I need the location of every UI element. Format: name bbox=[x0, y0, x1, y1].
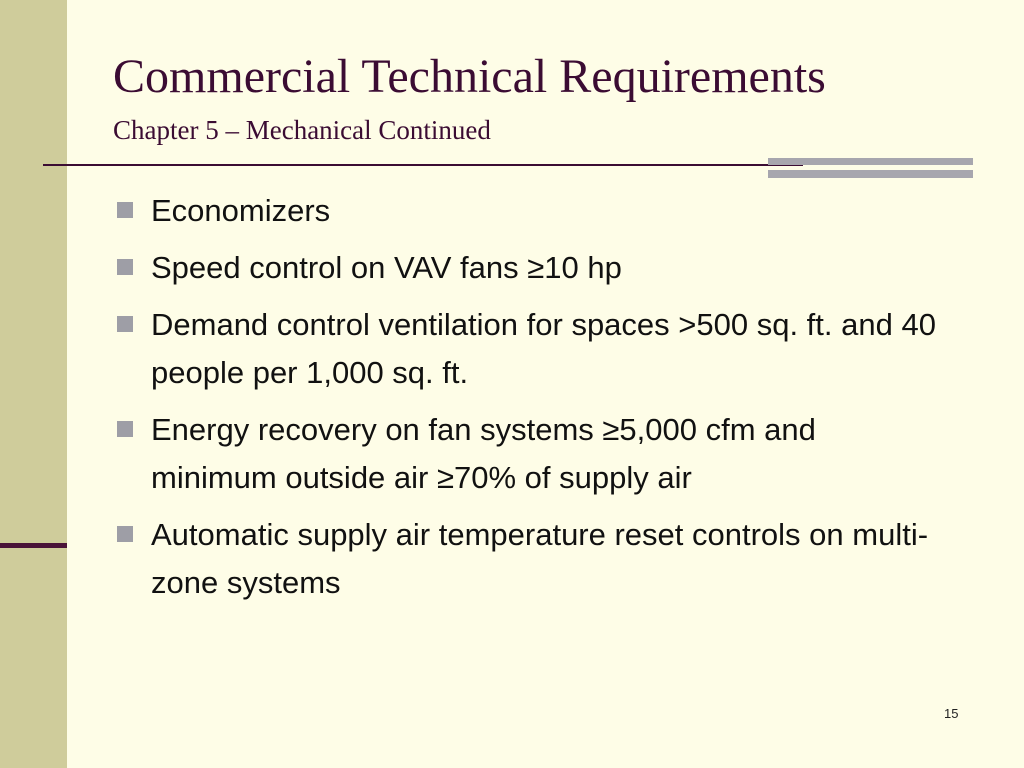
square-bullet-icon bbox=[117, 259, 133, 275]
bullet-text: Energy recovery on fan systems ≥5,000 cfm and minimum outside air ≥70% of supply air bbox=[151, 412, 816, 495]
bullet-text: Economizers bbox=[151, 193, 331, 228]
square-bullet-icon bbox=[117, 421, 133, 437]
left-accent-bar bbox=[0, 543, 67, 548]
bullet-item bbox=[115, 187, 945, 235]
bullet-item bbox=[115, 301, 945, 397]
left-decorative-band bbox=[0, 0, 67, 768]
slide-title: Commercial Technical Requirements bbox=[113, 50, 826, 103]
bullet-item bbox=[115, 511, 945, 607]
divider-accent-bar-top bbox=[768, 158, 973, 165]
slide-number: 15 bbox=[944, 706, 959, 721]
square-bullet-icon bbox=[117, 526, 133, 542]
square-bullet-icon bbox=[117, 316, 133, 332]
slide-subtitle: Chapter 5 – Mechanical Continued bbox=[113, 115, 491, 145]
bullet-item bbox=[115, 406, 945, 502]
title-divider-line bbox=[43, 164, 803, 166]
divider-accent-bar-bottom bbox=[768, 170, 973, 178]
bullet-item bbox=[115, 244, 945, 292]
bullet-text: Automatic supply air temperature reset controls on multi-zone systems bbox=[151, 517, 929, 600]
bullet-text: Speed control on VAV fans ≥10 hp bbox=[151, 250, 622, 285]
square-bullet-icon bbox=[117, 202, 133, 218]
bullet-text: Demand control ventilation for spaces >500 sq. ft. and 40 people per 1,000 sq. ft. bbox=[151, 307, 936, 390]
bullet-list bbox=[115, 187, 945, 616]
